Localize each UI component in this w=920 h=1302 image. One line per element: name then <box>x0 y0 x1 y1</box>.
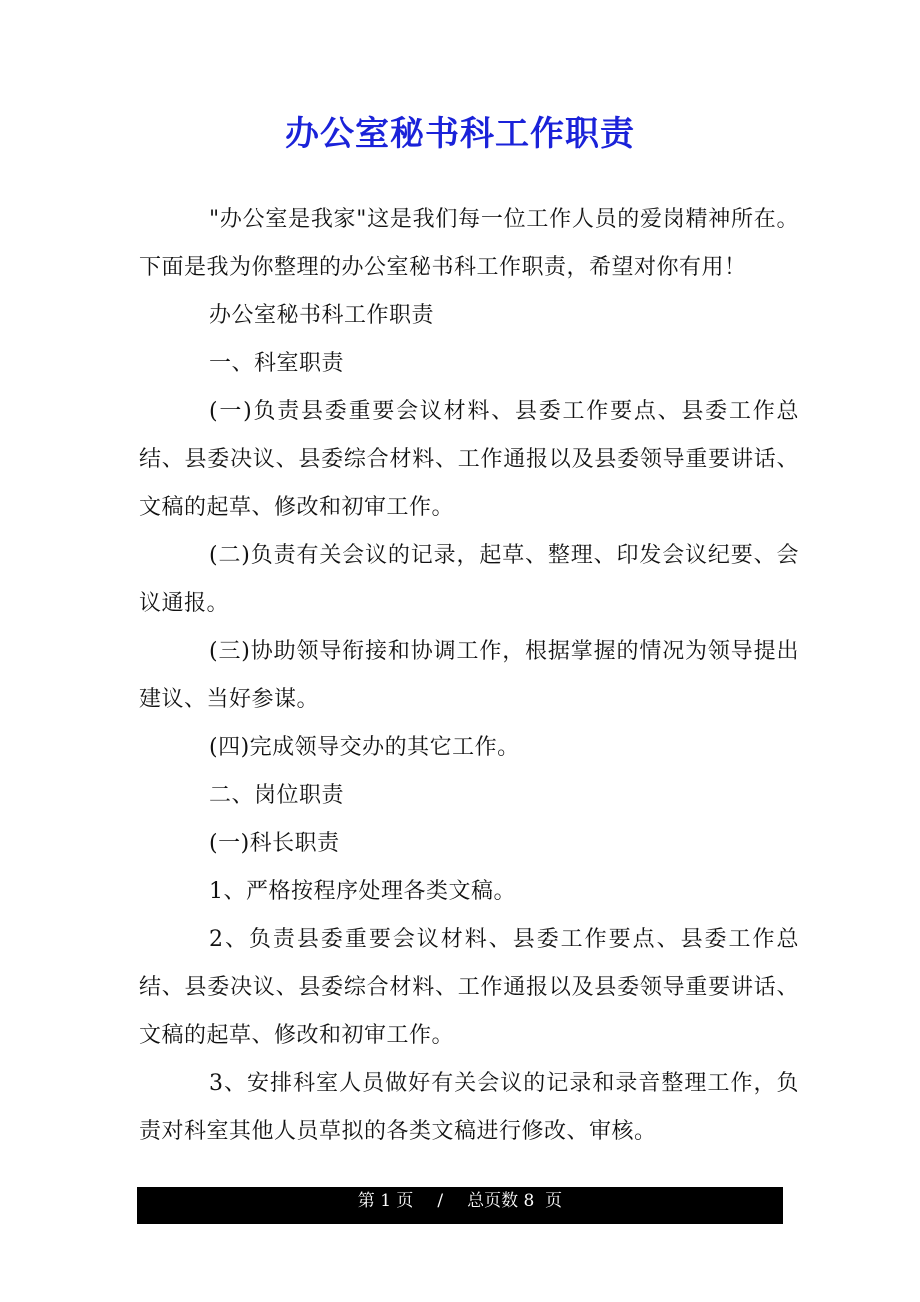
document-body <box>139 196 799 1156</box>
total-pages: 总页数 8 页 <box>467 1191 563 1211</box>
paragraph: 1、严格按程序处理各类文稿。 <box>209 879 516 904</box>
footer-separator: / <box>437 1191 444 1211</box>
paragraph: (一)负责县委重要会议材料、县委工作要点、县委工作总结、县委决议、县委综合材料、工作通报以及县委领导重要讲话、文稿的起草、修改和初审工作。 <box>139 399 799 520</box>
paragraph: (三)协助领导衔接和协调工作，根据掌握的情况为领导提出建议、当好参谋。 <box>139 639 799 712</box>
paragraph: "办公室是我家"这是我们每一位工作人员的爱岗精神所在。下面是我为你整理的办公室秘书科工作职责，希望对你有用！ <box>139 207 799 280</box>
paragraph: 一、科室职责 <box>209 351 345 376</box>
paragraph: 2、负责县委重要会议材料、县委工作要点、县委工作总结、县委决议、县委综合材料、工作通报以及县委领导重要讲话、文稿的起草、修改和初审工作。 <box>139 927 799 1048</box>
page-footer <box>137 1187 783 1224</box>
paragraph: (四)完成领导交办的其它工作。 <box>209 735 520 760</box>
paragraph: 办公室秘书科工作职责 <box>209 303 435 328</box>
paragraph: (一)科长职责 <box>209 831 340 856</box>
paragraph: 3、安排科室人员做好有关会议的记录和录音整理工作，负责对科室其他人员草拟的各类文稿进行修改、审核。 <box>139 1071 799 1144</box>
paragraph: 二、岗位职责 <box>209 783 345 808</box>
paragraph: (二)负责有关会议的记录，起草、整理、印发会议纪要、会议通报。 <box>139 543 799 616</box>
document-title: 办公室秘书科工作职责 <box>285 114 635 154</box>
page-number: 第 1 页 <box>357 1191 414 1211</box>
